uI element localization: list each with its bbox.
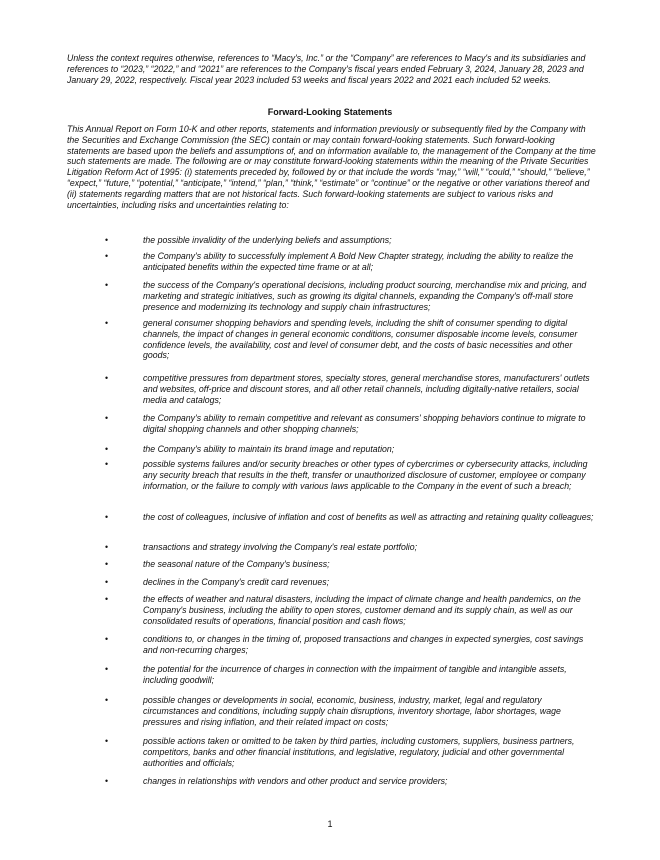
list-item-text: the seasonal nature of the Company's business;: [143, 559, 330, 569]
bullet-icon: •: [105, 235, 109, 245]
list-item-text: possible actions taken or omitted to be taken by third parties, including customers, suppliers, business partners, competitors, banks and other financial institutions, and legislative, regulatory, judicial and other governmental authorities and officials;: [143, 736, 575, 768]
list-item-text: the effects of weather and natural disasters, including the impact of climate change and health pandemics, on the Company's business, including the ability to open stores, customer demand and its supply chain, as well as our consolidated results of operations, financial position and cash flows;: [143, 594, 581, 626]
bullet-icon: •: [105, 280, 109, 290]
bullet-icon: •: [105, 577, 109, 587]
list-item-text: the success of the Company's operational decisions, including product sourcing, merchandise mix and pricing, and marketing and strategic initiatives, such as growing its digital channels, expanding the Company's off-mall store presence and modernizing its technology and supply chain infrastructures;: [143, 280, 587, 312]
list-item-text: the cost of colleagues, inclusive of inflation and cost of benefits as well as attracting and retaining quality colleagues;: [143, 512, 594, 522]
bullet-icon: •: [105, 459, 109, 469]
list-item-text: changes in relationships with vendors and other product and service providers;: [143, 776, 448, 786]
list-item-text: the Company's ability to maintain its brand image and reputation;: [143, 444, 395, 454]
bullet-icon: •: [105, 444, 109, 454]
bullet-icon: •: [105, 318, 109, 328]
list-item-text: transactions and strategy involving the Company's real estate portfolio;: [143, 542, 418, 552]
page-number: 1: [327, 819, 333, 829]
bullet-icon: •: [105, 373, 109, 383]
intro-paragraph: Unless the context requires otherwise, references to “Macy's, Inc.” or the “Company” are references to Macy's and its subsidiaries and references to “2023,” “2022,” and “2021” are references to the Company's fiscal years ended February 3, 2024, January 28, 2023 and January 29, 2022, respectively. Fiscal year 2023 included 53 weeks and fiscal years 2022 and 2021 each included 52 weeks.: [67, 53, 586, 85]
bullet-icon: •: [105, 634, 109, 644]
bullet-icon: •: [105, 695, 109, 705]
bullet-icon: •: [105, 736, 109, 746]
bullet-icon: •: [105, 664, 109, 674]
list-item-text: possible systems failures and/or security breaches or other types of cybercrimes or cybersecurity attacks, including any security breach that results in the theft, transfer or unauthorized disclosure of customer, employee or company information, or the failure to comply with various laws applicable to the Company in the event of such a breach;: [143, 459, 588, 491]
section-heading: Forward-Looking Statements: [267, 107, 393, 117]
list-item-text: general consumer shopping behaviors and spending levels, including the shift of consumer spending to digital channels, the impact of changes in general economic conditions, consumer disposable income levels, consumer confidence levels, the availability, cost and level of consumer debt, and the costs of basic necessities and other goods;: [143, 318, 578, 361]
list-item-text: declines in the Company's credit card revenues;: [143, 577, 330, 587]
forward-looking-paragraph: This Annual Report on Form 10-K and other reports, statements and information previously or subsequently filed by the Company with the Securities and Exchange Commission (the SEC) contain or may contain forward-looking statements. Such forward-looking statements are based upon the beliefs and assumptions of, and on information available to, the management of the Company at the time such statements are made. The following are or may constitute forward-looking statements within the meaning of the Private Securities Litigation Reform Act of 1995: (i) statements preceded by, followed by or that include the words “may,” “will,” “could,” “should,” “believe,” “expect,” “future,” “potential,” “anticipate,” “intend,” “plan,” “think,” “estimate” or “continue” or the negative or other variations thereof and (ii) statements regarding matters that are not historical facts. Such forward-looking statements are subject to various risks and uncertainties, including risks and uncertainties relating to:: [67, 124, 596, 210]
bullet-icon: •: [105, 413, 109, 423]
list-item-text: conditions to, or changes in the timing of, proposed transactions and changes in expected synergies, cost savings and non-recurring charges;: [143, 634, 584, 655]
bullet-icon: •: [105, 251, 109, 261]
bullet-icon: •: [105, 512, 109, 522]
bullet-icon: •: [105, 594, 109, 604]
list-item-text: the Company's ability to remain competitive and relevant as consumers' shopping behaviors continue to migrate to digital shopping channels and other shopping channels;: [143, 413, 586, 434]
bullet-icon: •: [105, 776, 109, 786]
list-item-text: the potential for the incurrence of charges in connection with the impairment of tangible and intangible assets, including goodwill;: [143, 664, 567, 685]
bullet-icon: •: [105, 542, 109, 552]
list-item-text: possible changes or developments in social, economic, business, industry, market, legal and regulatory circumstances and conditions, including supply chain disruptions, inventory shortage, labor shortages, wage pressures and rising inflation, and their related impact on costs;: [143, 695, 561, 727]
list-item-text: the possible invalidity of the underlying beliefs and assumptions;: [143, 235, 392, 245]
list-item-text: the Company's ability to successfully implement A Bold New Chapter strategy, including the ability to realize the anticipated benefits within the expected time frame or at all;: [143, 251, 574, 272]
bullet-icon: •: [105, 559, 109, 569]
list-item-text: competitive pressures from department stores, specialty stores, general merchandise stores, manufacturers' outlets and websites, off-price and discount stores, and all other retail channels, including digitally-native retailers, social media and catalogs;: [143, 373, 590, 405]
